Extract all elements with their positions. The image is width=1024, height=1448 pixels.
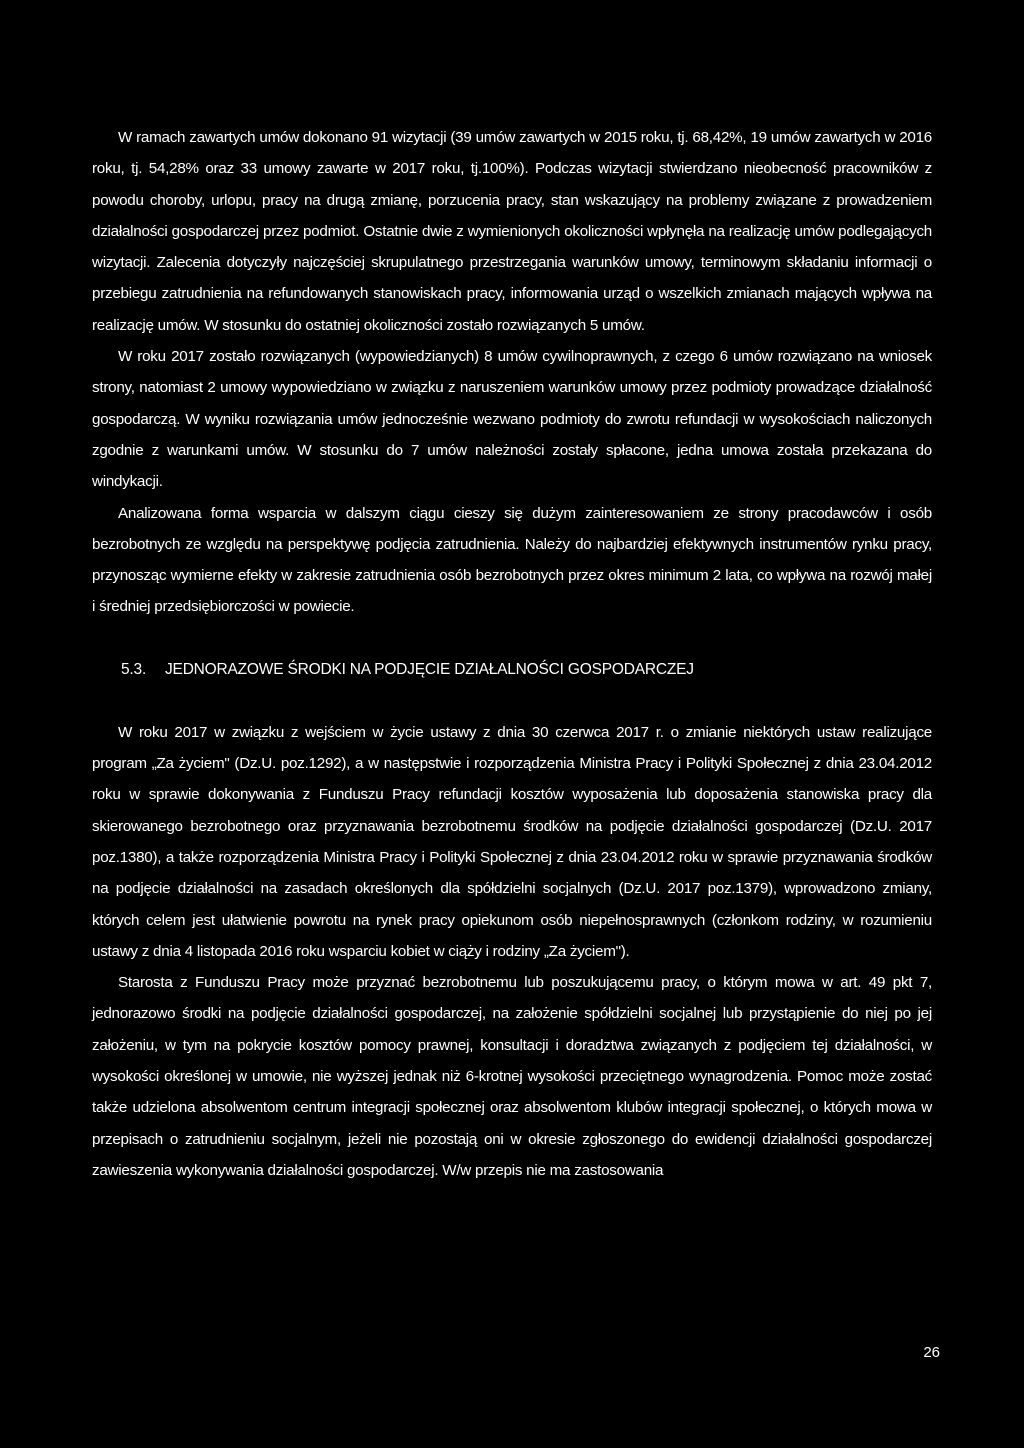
paragraph-terminated-contracts: W roku 2017 zostało rozwiązanych (wypowiedzianych) 8 umów cywilnoprawnych, z czego 6 umów rozwiązano na wniosek strony, natomiast 2 umowy wypowiedziano w związku z naruszeniem warunków umowy przez podmioty prowadzące działalność gospodarczą. W wyniku rozwiązania umów jednocześnie wezwano podmioty do zwrotu refundacji w wysokościach naliczonych zgodnie z warunkami umów. W stosunku do 7 umów należności zostały spłacone, jedna umowa została przekazana do windykacji.	[92, 348, 932, 491]
page-number: 26	[923, 1344, 940, 1361]
section-heading	[92, 654, 932, 685]
section-title: JEDNORAZOWE ŚRODKI NA PODJĘCIE DZIAŁALNOŚCI GOSPODARCZEJ	[165, 660, 694, 678]
paragraph-legislation-changes: W roku 2017 w związku z wejściem w życie ustawy z dnia 30 czerwca 2017 r. o zmianie niektórych ustaw realizujące program „Za życiem" (Dz.U. poz.1292), a w następstwie i rozporządzenia Ministra Pracy i Polityki Społecznej z dnia 23.04.2012 roku w sprawie dokonywania z Funduszu Pracy refundacji kosztów wyposażenia lub doposażenia stanowiska pracy dla skierowanego bezrobotnego oraz przyznawania bezrobotnemu środków na podjęcie działalności gospodarczej (Dz.U. 2017 poz.1380), a także rozporządzenia Ministra Pracy i Polityki Społecznej z dnia 23.04.2012 roku w sprawie przyznawania środków na podjęcie działalności na zasadach określonych dla spółdzielni socjalnych (Dz.U. 2017 poz.1379), wprowadzono zmiany, których celem jest ułatwienie powrotu na rynek pracy opiekunom osób niepełnosprawnych (członkom rodziny, w rozumieniu ustawy z dnia 4 listopada 2016 roku wsparciu kobiet w ciąży i rodziny „Za życiem").	[92, 723, 932, 960]
paragraph-visitations: W ramach zawartych umów dokonano 91 wizytacji (39 umów zawartych w 2015 roku, tj. 68,42%, 19 umów zawartych w 2016 roku, tj. 54,28% oraz 33 umowy zawarte w 2017 roku, tj.100%). Podczas wizytacji stwierdzano nieobecność pracowników z powodu choroby, urlopu, pracy na drugą zmianę, porzucenia pracy, stan wskazujący na problemy związane z prowadzeniem działalności gospodarczej przez podmiot. Ostatnie dwie z wymienionych okoliczności wpłynęła na realizację umów podlegających wizytacji. Zalecenia dotyczyły najczęściej skrupulatnego przestrzegania warunków umowy, terminowym składaniu informacji o przebiegu zatrudnienia na refundowanych stanowiskach pracy, informowania urząd o wszelkich zmianach mających wpływa na realizację umów. W stosunku do ostatniej okoliczności zostało rozwiązanych 5 umów.	[92, 129, 932, 334]
page-body	[92, 122, 932, 1186]
paragraph-support-analysis: Analizowana forma wsparcia w dalszym ciągu cieszy się dużym zainteresowaniem ze strony pracodawców i osób bezrobotnych ze względu na perspektywę podjęcia zatrudnienia. Należy do najbardziej efektywnych instrumentów rynku pracy, przynosząc wymierne efekty w zakresie zatrudnienia osób bezrobotnych przez okres minimum 2 lata, co wpływa na rozwój małej i średniej przedsiębiorczości w powiecie.	[92, 504, 932, 616]
paragraph-starosta-funds: Starosta z Funduszu Pracy może przyznać bezrobotnemu lub poszukującemu pracy, o którym mowa w art. 49 pkt 7, jednorazowo środki na podjęcie działalności gospodarczej, na założenie spółdzielni socjalnej lub przystąpienie do niej po jej założeniu, w tym na pokrycie kosztów pomocy prawnej, konsultacji i doradztwa związanych z podjęciem tej działalności, w wysokości określonej w umowie, nie wyższej jednak niż 6-krotnej wysokości przeciętnego wynagrodzenia. Pomoc może zostać także udzielona absolwentom centrum integracji społecznej oraz absolwentom klubów integracji społecznej, o których mowa w przepisach o zatrudnieniu socjalnym, jeżeli nie pozostają oni w okresie zgłoszonego do ewidencji działalności gospodarczej zawieszenia wykonywania działalności gospodarczej. W/w przepis nie ma zastosowania	[92, 974, 932, 1179]
section-number: 5.3.	[121, 660, 147, 678]
